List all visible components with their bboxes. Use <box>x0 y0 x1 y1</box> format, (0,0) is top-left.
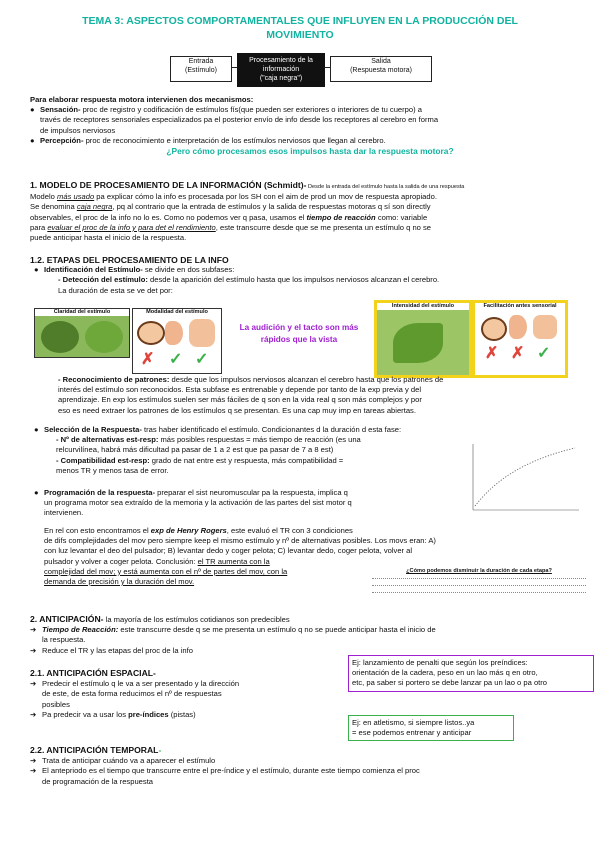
temp-heading <box>30 745 595 756</box>
sensacion-text-3: de impulsos nerviosos <box>40 125 116 135</box>
mini-figure <box>372 568 586 606</box>
process-box <box>237 53 325 87</box>
ident-text: se divide en dos subfases: <box>142 265 235 275</box>
alt-line-2: relcurvilínea, habrá más dificultad pa pasar de 1 a 2 est que pa pasar de 7 a 8 est) <box>56 445 334 455</box>
box1-line-3: etc, pa saber si portero se debe lanzar pa un lao o pa otro <box>352 678 548 688</box>
page-title <box>0 14 600 42</box>
output-box <box>330 56 432 82</box>
section-1-2-title: 1.2. ETAPAS DEL PROCESAMIENTO DE LA INFO <box>30 255 229 265</box>
prog-line-2: un programa motor sea extraído de la memoria y la activación de las partes del sist motor q <box>44 498 352 508</box>
intensidad-image <box>374 300 472 378</box>
esp-line-1 <box>30 679 340 689</box>
s1-text: pa explicar cómo la info es procesada por los SH con el aim de prod un mov de respuesta apropiado. <box>94 192 437 202</box>
comp-text: grado de nat entre est y respuesta, más compatibilidad = <box>149 455 344 465</box>
title-line-1: TEMA 3: ASPECTOS COMPORTAMENTALES QUE INFLUYEN EN LA PRODUCCIÓN DEL <box>82 15 518 27</box>
s1-line-5: puede anticipar hasta el inicio de la respuesta. <box>30 233 187 243</box>
recon-line-1 <box>58 375 593 385</box>
claridad-image <box>34 308 130 358</box>
prog-text: preparar el sist neuromuscular pa la respuesta, implica q <box>155 488 348 497</box>
bullet-dot: ● <box>34 425 39 434</box>
intro-heading: Para elaborar respuesta motora intervienen dos mecanismos: <box>30 95 254 104</box>
esp-line-3: posibles <box>42 699 70 709</box>
s1-emph: caja negra <box>76 202 113 212</box>
tr-label: Tiempo de Reacción: <box>42 625 119 635</box>
section-1-note: Desde la entrada del estímulo hasta la salida de una respuesta <box>306 184 465 190</box>
s1-emph: tiempo de reacción <box>306 212 376 222</box>
rog-line-5: complejidad del mov; y está aumenta con el nº de partes del mov, con la <box>44 566 288 576</box>
rog-conclusion: el TR aumenta con la <box>197 556 270 566</box>
rog-line-6: demanda de precisión y la duración del mov. <box>44 577 195 587</box>
section-2-2 <box>30 745 595 787</box>
sel-text: tras haber identificado el estímulo. Condicionantes d la duración d esta fase: <box>141 425 402 434</box>
comp-line-2: menos TR y menos tasa de error. <box>56 465 169 475</box>
temp-title: 2.2. ANTICIPACIÓN TEMPORAL <box>30 745 159 755</box>
det-label: - Detección del estímulo: <box>58 275 148 285</box>
blurred-leaves-icon <box>41 321 79 353</box>
rog-text: , este evaluó el TR con 3 condiciones <box>226 526 353 535</box>
modalidad-image <box>132 308 222 374</box>
arrow-icon: ➔ <box>30 756 37 766</box>
mini-figure-row <box>372 592 586 595</box>
esp-line-4 <box>30 710 340 720</box>
tr-line <box>30 625 595 635</box>
rog-line-3: con luz levantar el deo del pulsador; B) levantar dedo y coger pelota; C) levantar dedo, coger pelota, volver al <box>44 546 413 556</box>
s1-emph: más usado <box>57 192 95 202</box>
s1-line-3 <box>30 213 595 223</box>
prog-line-1 <box>34 488 464 498</box>
rog-text: En rel con esto encontramos el <box>44 526 151 535</box>
esp-text: Pa predecir va a usar los <box>42 709 129 719</box>
temp-line-3: de programación de la respuesta <box>42 776 154 786</box>
reduce-text: Reduce el TR y las etapas del proc de la info <box>42 645 193 655</box>
comp-label: - Compatibilidad est-resp: <box>56 455 150 465</box>
recon-text: desde que los impulsos nerviosos alcanzan el cerebro hasta que los patrones de <box>169 375 444 384</box>
cross-icon: ✗ <box>485 345 499 362</box>
input-sublabel: (Estímulo) <box>185 67 217 74</box>
hand-icon <box>189 319 215 347</box>
temp-dash: - <box>158 745 162 755</box>
temp-line-1 <box>30 756 595 766</box>
audicion-line-1: La audición y el tacto son más <box>239 323 359 332</box>
section-2-heading <box>30 614 595 625</box>
facilitacion-image <box>472 300 568 378</box>
bullet-identificacion <box>30 265 595 275</box>
sensacion-text-2: través de receptores sensoriales especializados pa el posterior envío de info desde los receptores al cerebro en forma <box>40 115 439 125</box>
recon-line-2: interés del estímulo son reconocidos. Esta subfase es entrenable y depende por tanto de la exp previa y del <box>58 385 422 395</box>
process-label-2: información <box>262 66 300 73</box>
section-2-1 <box>30 668 340 720</box>
s1-text: , este transcurre desde que se me presenta un estímulo q no se <box>215 222 432 232</box>
esp-heading <box>30 668 340 679</box>
tr-text: este transcurre desde q se me presenta un estímulo q no se puede anticipar hasta el inicio de <box>118 625 436 635</box>
s1-text: Modelo <box>30 192 58 202</box>
input-box <box>170 56 232 82</box>
section-2-text: la mayoría de los estímulos cotidianos son predecibles <box>103 615 290 624</box>
arrow-icon: ➔ <box>30 766 37 776</box>
s1-line-1 <box>30 192 595 202</box>
section-1-heading <box>30 180 595 192</box>
sel-label: Selección de la Respuesta- <box>44 425 142 434</box>
claridad-caption: Claridad del estímulo <box>35 309 129 316</box>
s1-text: , pq al contrario que la entrada de estímulos y la salida de respuestas motoras q sí son directly <box>112 202 431 212</box>
s1-text: para <box>30 222 48 232</box>
curve-graph <box>465 440 583 518</box>
arrow-icon: ➔ <box>30 625 37 635</box>
ident-label: Identificación del Estímulo- <box>44 265 143 275</box>
alt-label: - Nº de alternativas est-resp: <box>56 435 159 445</box>
sensacion-label: Sensación- <box>40 105 81 115</box>
check-icon: ✓ <box>169 351 183 368</box>
example-box-atletismo <box>348 715 514 741</box>
recon-label: - Reconocimiento de patrones: <box>58 375 170 384</box>
graph-curve <box>475 448 575 506</box>
bullet-dot: ● <box>34 265 39 275</box>
audicion-line-2: rápidos que la vista <box>260 335 338 344</box>
det-text-2: La duración de esta se ve det por: <box>58 285 173 295</box>
rog-emph: exp de Henry Rogers <box>150 526 227 535</box>
eye-icon <box>481 317 507 341</box>
hand-icon <box>533 315 557 339</box>
bullet-sensacion <box>30 105 590 115</box>
s1-text: como: variable <box>375 212 428 222</box>
facilitacion-caption: Facilitación antes sensorial <box>475 303 565 310</box>
intensidad-caption: Intensidad del estímulo <box>377 303 469 310</box>
bullet-dot: ● <box>30 135 35 145</box>
s1-emph: evaluar el proc de la info y para det el rendimiento <box>47 222 216 232</box>
programacion-block <box>34 488 464 519</box>
esp-text: Predecir el estímulo q le va a ser presentado y la dirección <box>42 679 240 689</box>
s1-text: observables, el proc de la info no lo es. Como no podemos ver q pasa, usamos el <box>30 212 307 222</box>
eye-icon <box>137 321 165 345</box>
tr-line-2: la respuesta. <box>42 635 86 645</box>
cross-icon: ✗ <box>141 351 155 368</box>
s1-line-4 <box>30 223 595 233</box>
cross-icon: ✗ <box>511 345 525 362</box>
section-1 <box>30 180 595 243</box>
leaf-icon <box>393 323 443 363</box>
mini-figure-title: ¿Cómo podemos disminuir la duración de cada etapa? <box>406 568 552 574</box>
output-sublabel: (Respuesta motora) <box>350 67 412 74</box>
example-box-penalti <box>348 655 594 692</box>
esp-line-2: de este, de esta forma reducimos el nº de respuestas <box>42 689 222 699</box>
audicion-note <box>224 322 374 346</box>
arrow-icon: ➔ <box>30 679 37 689</box>
bullet-dot: ● <box>30 105 35 115</box>
s1-line-2 <box>30 202 595 212</box>
esp-text: (pistas) <box>168 709 196 719</box>
check-icon: ✓ <box>537 345 551 362</box>
modalidad-caption: Modalidad del estímulo <box>133 309 221 316</box>
rog-line-4 <box>44 557 600 567</box>
det-text: desde la aparición del estímulo hasta que los impulsos nerviosos alcanzan el cerebro. <box>147 275 440 285</box>
rog-text: pulsador y volver a coger pelota. Conclusión: <box>44 556 198 566</box>
temp-text: Trata de anticipar cuándo va a aparecer el estímulo <box>42 756 216 766</box>
ear-icon <box>509 315 527 339</box>
seleccion-line <box>34 425 594 435</box>
process-label-1: Procesamiento de la <box>249 57 313 64</box>
percepcion-text: proc de reconocimiento e interpretación de los estímulos nerviosos que llegan al cerebro. <box>83 135 386 145</box>
percepcion-label: Percepción- <box>40 135 84 145</box>
box2-line-2: = ese podemos entrenar y anticipar <box>352 728 472 738</box>
rog-line-2: de difs complejidades del mov pero siempre keep el mismo estímulo y nº de alternativas posibles. Los movs eran: A) <box>44 536 436 546</box>
alt-text: más posibles respuestas = más tiempo de reacción (es una <box>158 435 361 445</box>
process-label-3: ("caja negra") <box>259 75 303 82</box>
intro-section <box>30 95 590 156</box>
box1-line-1: Ej: lanzamiento de penalti que según los preíndices: <box>352 658 528 667</box>
recon-line-4: eso es need extraer los patrones de los estímulos q se presentan. Es una cap muy imp en tareas abiertas. <box>58 405 416 415</box>
reconocimiento-block <box>58 375 593 416</box>
bullet-percepcion <box>30 136 590 146</box>
section-1-title: 1. MODELO DE PROCESAMIENTO DE LA INFORMACIÓN (Schmidt)- <box>30 180 307 190</box>
check-icon: ✓ <box>195 351 209 368</box>
output-label: Salida <box>371 58 391 65</box>
recon-line-3: aprendizaje. En exp los estímulos suelen ser más fáciles de q son en la vida real q son más complejos y por <box>58 395 422 405</box>
esp-emph: pre-índices <box>128 709 169 719</box>
temp-text: El antepriodo es el tiempo que transcurre entre el pre-índice y el estímulo, durante este tiempo comienza el proc <box>42 766 420 776</box>
section-1-2-top <box>30 255 595 296</box>
input-label: Entrada <box>188 58 214 65</box>
arrow-icon: ➔ <box>30 645 37 655</box>
title-line-2: MOVIMIENTO <box>266 29 334 41</box>
box1-line-2: orientación de la cadera, peso en un lao más q en otro, <box>352 668 538 678</box>
sensacion-text: proc de registro y codificación de estímulos fís(que pueden ser exteriores o interiores de tu cuerpo) a <box>80 105 422 115</box>
sharp-leaves-icon <box>85 321 123 353</box>
prog-label: Programación de la respuesta- <box>44 488 155 497</box>
ear-icon <box>165 321 183 345</box>
mini-figure-row <box>372 585 586 588</box>
temp-line-2 <box>30 766 595 776</box>
question-heading: ¿Pero cómo procesamos esos impulsos hasta dar la respuesta motora? <box>166 146 454 157</box>
prog-line-3: intervienen. <box>44 508 84 518</box>
arrow-icon: ➔ <box>30 709 37 719</box>
s1-text: Se denomina <box>30 202 77 212</box>
box2-line-1: Ej: en atletismo, si siempre listos..ya <box>352 718 475 727</box>
section-2-title: 2. ANTICIPACIÓN- <box>30 614 104 624</box>
rog-line-1 <box>44 526 600 536</box>
bullet-dot: ● <box>34 488 39 497</box>
esp-title: 2.1. ANTICIPACIÓN ESPACIAL- <box>30 668 156 678</box>
deteccion-line <box>30 275 595 285</box>
mini-figure-row <box>372 578 586 581</box>
section-2 <box>30 614 595 656</box>
